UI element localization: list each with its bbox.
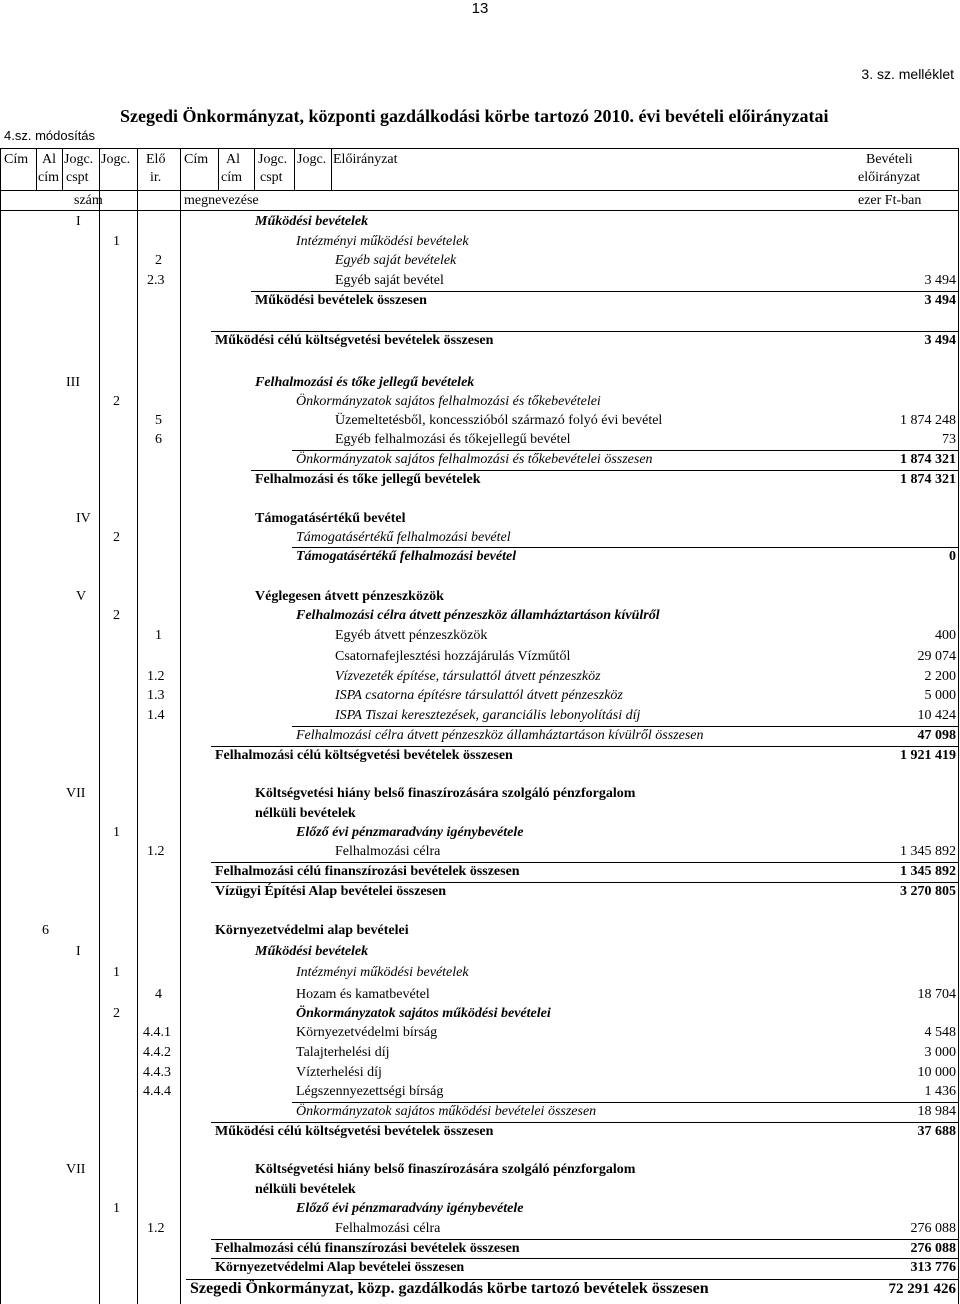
row-label: Önkormányzatok sajátos működési bevételei összesen (296, 1104, 597, 1119)
row-label: Költségvetési hiány belső finaszírozására szolgáló pénzforgalom (255, 786, 636, 801)
row-code-jogcim: 1.2 (147, 669, 165, 684)
row-label: nélküli bevételek (255, 806, 356, 821)
row-label: Felhalmozási és tőke jellegű bevételek (255, 472, 481, 487)
header-szam: szám (74, 193, 103, 208)
header-al-cim: cím (38, 170, 59, 185)
row-label: Előző évi pénzmaradvány igénybevétele (296, 1201, 524, 1216)
header-jogc4: Jogc. (297, 152, 327, 167)
total-rule (211, 882, 958, 883)
row-label: Környezetvédelmi Alap bevételei összesen (215, 1260, 465, 1275)
header-divider (218, 148, 219, 190)
row-amount: 3 494 (924, 273, 956, 288)
total-rule (292, 726, 958, 727)
row-amount: 1 874 321 (900, 472, 956, 487)
row-label: Működési célú költségvetési bevételek összesen (215, 1124, 494, 1139)
row-label: Önkormányzatok sajátos felhalmozási és tőkebevételei összesen (296, 452, 653, 467)
row-amount: 1 874 321 (900, 452, 956, 467)
header-megnevezese: megnevezése (184, 193, 259, 208)
total-rule (292, 547, 958, 548)
annex-label: 3. sz. melléklet (861, 66, 954, 82)
col-divider (137, 148, 138, 1304)
header-jogc3: Jogc. (258, 152, 288, 167)
row-amount: 1 345 892 (900, 864, 956, 879)
row-code-jogcim: 6 (155, 432, 162, 447)
header-cim: Cím (4, 152, 29, 167)
row-code-alcim: 1 (113, 1201, 120, 1216)
row-label: Felhalmozási célra (335, 844, 441, 859)
row-amount: 1 345 892 (900, 844, 956, 859)
row-amount: 2 200 (924, 669, 956, 684)
row-amount: 276 088 (910, 1241, 956, 1256)
row-code-jogcim: 4.4.2 (143, 1045, 171, 1060)
col-divider (180, 148, 181, 1304)
page-number: 13 (471, 0, 489, 17)
row-amount: 18 704 (917, 987, 956, 1002)
header-divider (36, 148, 37, 190)
row-label: Vízvezeték építése, társulattól átvett pénzeszköz (335, 669, 601, 684)
row-amount: 3 270 805 (900, 884, 956, 899)
row-code-jogcim: 4.4.1 (143, 1025, 171, 1040)
row-label: Költségvetési hiány belső finaszírozására szolgáló pénzforgalom (255, 1162, 636, 1177)
row-label: Egyéb saját bevétel (335, 273, 444, 288)
header-bevételi: Bevételi (866, 152, 913, 167)
header-eloiranyzat: Előirányzat (333, 152, 398, 167)
modification-note: 4.sz. módosítás (4, 128, 96, 143)
row-amount: 10 000 (917, 1065, 956, 1080)
row-label: Környezetvédelmi bírság (296, 1025, 438, 1040)
header-divider (62, 148, 63, 190)
row-code-jogcim: 1.4 (147, 708, 165, 723)
header-elo-ir: ir. (150, 170, 162, 185)
header-jogc3-cspt: cspt (260, 170, 283, 185)
header-al2: Al (226, 152, 240, 167)
row-label: Felhalmozási célú költségvetési bevételek összesen (215, 748, 513, 763)
header-divider (294, 148, 295, 190)
row-amount: 1 921 419 (900, 748, 956, 763)
total-rule (251, 291, 958, 292)
header-al2-cim: cím (221, 170, 242, 185)
row-label: Felhalmozási és tőke jellegű bevételek (255, 375, 475, 390)
row-code-jogcim: 1.2 (147, 1221, 165, 1236)
row-code-alcim: 2 (113, 608, 120, 623)
row-code-alcim: 2 (113, 1006, 120, 1021)
row-label: Felhalmozási célra (335, 1221, 441, 1236)
total-rule (292, 1102, 958, 1103)
total-rule (211, 746, 958, 747)
row-label: Egyéb felhalmozási és tőkejellegű bevétel (335, 432, 571, 447)
row-amount: 5 000 (924, 688, 956, 703)
row-label: Vízügyi Építési Alap bevételei összesen (215, 884, 446, 899)
row-code-cim: V (76, 589, 87, 604)
header-jogc: Jogc. (64, 152, 94, 167)
row-code-cim: I (76, 214, 81, 229)
row-label: Felhalmozási célra átvett pénzeszköz államháztartáson kívülről összesen (296, 728, 704, 743)
row-label: Üzemeltetésből, koncesszióból származó folyó évi bevétel (335, 413, 663, 428)
row-label: ISPA csatorna építésre társulattól átvett pénzeszköz (335, 688, 623, 703)
header-jogc2: Jogc. (101, 152, 131, 167)
row-label: Támogatásértékű felhalmozási bevétel (296, 530, 511, 545)
right-border (958, 148, 959, 1304)
row-code-cim: 6 (42, 923, 49, 938)
row-code-jogcim: 5 (155, 413, 162, 428)
row-label: Előző évi pénzmaradvány igénybevétele (296, 825, 524, 840)
row-amount: 73 (942, 432, 956, 447)
row-code-cim: VII (66, 1162, 86, 1177)
header-divider (254, 148, 255, 190)
row-label: Légszennyezettségi bírság (296, 1084, 444, 1099)
row-code-jogcim: 2 (155, 253, 162, 268)
document-title: Szegedi Önkormányzat, központi gazdálkodási körbe tartozó 2010. évi bevételi előirányzatai (120, 106, 829, 126)
row-code-alcim: 1 (113, 965, 120, 980)
row-code-jogcim: 1.2 (147, 844, 165, 859)
row-label: Működési bevételek (255, 214, 369, 229)
row-amount: 47 098 (917, 728, 956, 743)
row-amount: 276 088 (910, 1221, 956, 1236)
row-amount: 29 074 (917, 649, 956, 664)
row-amount: 37 688 (917, 1124, 956, 1139)
header-unit: ezer Ft-ban (858, 193, 922, 208)
row-label: ISPA Tiszai keresztezések, garanciális lebonyolítási díj (335, 708, 641, 723)
header-divider (331, 148, 332, 190)
row-label: Egyéb saját bevételek (335, 253, 457, 268)
row-label: Működési bevételek összesen (255, 293, 427, 308)
row-label: Intézményi működési bevételek (296, 234, 469, 249)
col-divider (99, 148, 100, 1304)
total-rule (211, 1258, 958, 1259)
row-label: Egyéb átvett pénzeszközök (335, 628, 488, 643)
row-label: Intézményi működési bevételek (296, 965, 469, 980)
row-label: Felhalmozási célú finanszírozási bevételek összesen (215, 1241, 520, 1256)
row-label: Szegedi Önkormányzat, közp. gazdálkodás körbe tartozó bevételek összesen (190, 1280, 709, 1297)
total-rule (292, 450, 958, 451)
total-rule (251, 470, 958, 471)
left-border (0, 148, 1, 1304)
row-amount: 3 000 (924, 1045, 956, 1060)
header-mid-border (0, 190, 958, 191)
row-label: Véglegesen átvett pénzeszközök (255, 589, 444, 604)
header-jogc-cspt: cspt (66, 170, 89, 185)
row-code-jogcim: 2.3 (147, 273, 165, 288)
total-rule (211, 1122, 958, 1123)
row-code-alcim: 1 (113, 234, 120, 249)
header-cim2: Cím (184, 152, 209, 167)
row-label: Önkormányzatok sajátos felhalmozási és tőkebevételei (296, 394, 601, 409)
header-bottom-border (0, 210, 958, 211)
total-rule (211, 331, 958, 332)
row-amount: 10 424 (917, 708, 956, 723)
row-label: Működési célú költségvetési bevételek összesen (215, 333, 494, 348)
row-amount: 1 874 248 (900, 413, 956, 428)
row-label: Működési bevételek (255, 944, 369, 959)
row-label: Hozam és kamatbevétel (296, 987, 430, 1002)
row-amount: 1 436 (924, 1084, 956, 1099)
row-code-cim: I (76, 944, 81, 959)
row-code-jogcim: 1.3 (147, 688, 165, 703)
row-code-jogcim: 1 (155, 628, 162, 643)
row-label: Önkormányzatok sajátos működési bevételei (296, 1006, 551, 1021)
row-code-jogcim: 4 (155, 987, 162, 1002)
row-label: Támogatásértékű felhalmozási bevétel (296, 549, 517, 564)
header-eloiranyzat2: előirányzat (858, 170, 921, 185)
row-amount: 3 494 (924, 293, 956, 308)
total-rule (211, 1239, 958, 1240)
row-label: Környezetvédelmi alap bevételei (215, 923, 409, 938)
total-rule (211, 862, 958, 863)
row-label: Felhalmozási célú finanszírozási bevételek összesen (215, 864, 520, 879)
row-label: Vízterhelési díj (296, 1065, 382, 1080)
row-amount: 400 (935, 628, 956, 643)
header-al: Al (42, 152, 56, 167)
row-code-jogcim: 4.4.3 (143, 1065, 171, 1080)
row-amount: 313 776 (910, 1260, 956, 1275)
total-rule (186, 1279, 958, 1280)
row-code-alcim: 2 (113, 530, 120, 545)
row-code-alcim: 1 (113, 825, 120, 840)
row-label: Talajterhelési díj (296, 1045, 390, 1060)
row-amount: 0 (949, 549, 956, 564)
row-label: Felhalmozási célra átvett pénzeszköz államháztartáson kívülről (296, 608, 660, 623)
row-code-cim: IV (76, 511, 91, 526)
row-amount: 18 984 (917, 1104, 956, 1119)
row-code-cim: III (66, 375, 80, 390)
row-label: nélküli bevételek (255, 1182, 356, 1197)
header-elo: Elő (146, 152, 166, 167)
row-code-cim: VII (66, 786, 86, 801)
row-amount: 4 548 (924, 1025, 956, 1040)
row-amount: 3 494 (924, 333, 956, 348)
row-label: Támogatásértékű bevétel (255, 511, 406, 526)
row-code-alcim: 2 (113, 394, 120, 409)
row-amount: 72 291 426 (888, 1281, 956, 1297)
row-label: Csatornafejlesztési hozzájárulás Vízműtől (335, 649, 571, 664)
row-code-jogcim: 4.4.4 (143, 1084, 171, 1099)
header-top-border (0, 148, 958, 149)
